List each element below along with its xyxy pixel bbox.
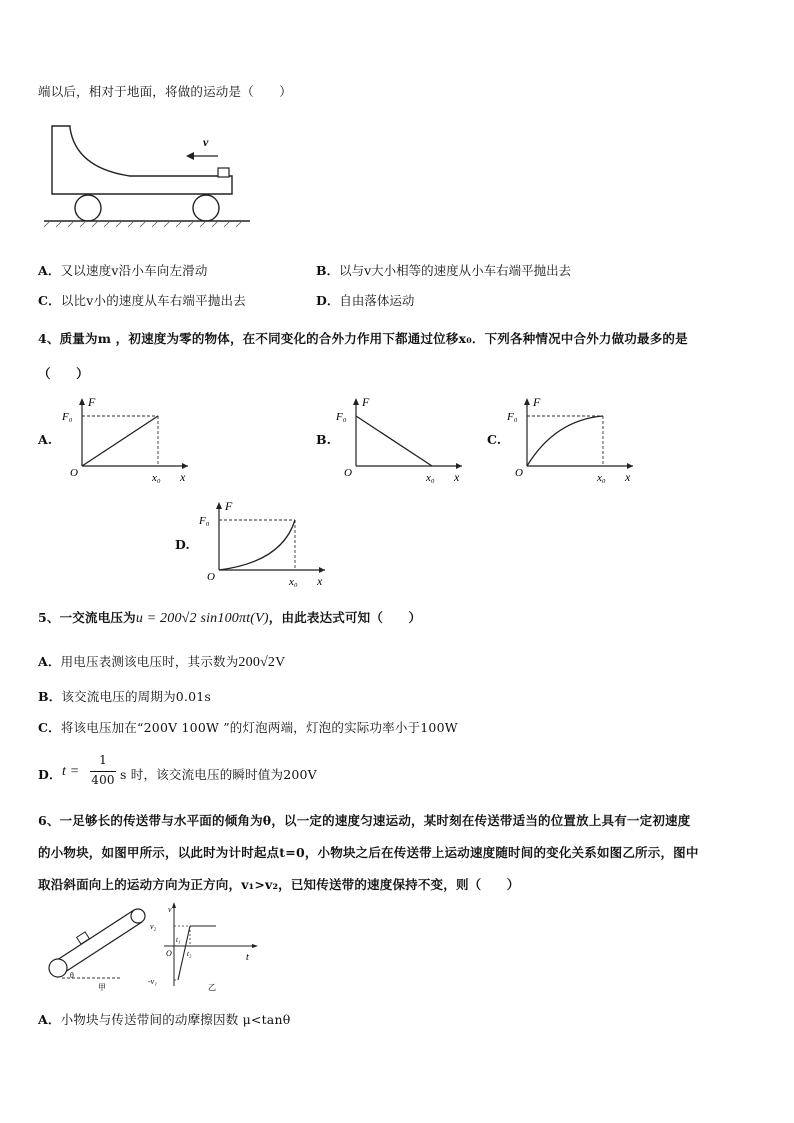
q5-option-c[interactable]: C．将该电压加在“200V 100W ”的灯泡两端，灯泡的实际功率小于100W	[38, 720, 458, 735]
q4-graph-a-label[interactable]: A.	[38, 432, 53, 447]
svg-text:F₀: F₀	[336, 411, 347, 423]
q4-graph-a[interactable]	[60, 396, 200, 486]
q6-stem-line-3: 取沿斜面向上的运动方向为正方向，v₁>v₂，已知传送带的速度保持不变，则（ ）	[38, 877, 520, 892]
svg-text:F₀: F₀	[62, 411, 73, 423]
svg-text:x: x	[180, 470, 186, 484]
svg-text:F: F	[362, 396, 370, 409]
svg-text:O: O	[344, 467, 352, 479]
svg-text:F: F	[533, 396, 541, 409]
q5-option-b[interactable]: B．该交流电压的周期为0.01s	[38, 689, 212, 704]
fraction-denominator: 400	[91, 773, 115, 787]
q3-option-d[interactable]: D．自由落体运动	[316, 293, 415, 308]
svg-text:F: F	[88, 396, 96, 409]
svg-text:t₁: t₁	[176, 936, 181, 944]
q6-stem-line-2: 的小物块，如图甲所示，以此时为计时起点t=0，小物块之后在传送带上运动速度随时间的变化关系如图乙所示，图中	[38, 845, 699, 860]
velocity-label: v	[203, 135, 209, 149]
svg-text:x: x	[454, 470, 460, 484]
svg-text:F₀: F₀	[507, 411, 518, 423]
svg-text:O: O	[207, 571, 215, 583]
q6-stem-line-1: 6、一足够长的传送带与水平面的倾角为θ，以一定的速度匀速运动，某时刻在传送带适当的位置放上具有一定初速度	[38, 813, 691, 828]
svg-text:θ: θ	[70, 971, 74, 980]
conveyor-figure	[42, 900, 152, 992]
svg-text:F: F	[225, 500, 233, 513]
q5-formula: u = 200√2 sin100πt(V)	[135, 611, 269, 626]
svg-text:x₀: x₀	[152, 472, 161, 484]
q4-graph-d-label[interactable]: D.	[175, 537, 190, 552]
cart-figure	[40, 118, 260, 228]
vt-graph-figure	[146, 900, 266, 992]
fig-jia-label: 甲	[98, 983, 106, 992]
q5-option-a[interactable]: A．用电压表测该电压时，其示数为200√2V	[38, 654, 286, 670]
svg-text:F₀: F₀	[199, 515, 210, 527]
svg-text:x₀: x₀	[597, 472, 606, 484]
q3-option-c[interactable]: C．以比v小的速度从车右端平抛出去	[38, 293, 246, 308]
svg-text:O: O	[70, 467, 78, 479]
fraction-numerator: 1	[99, 753, 107, 767]
svg-text:x₀: x₀	[289, 576, 298, 588]
q4-stem-cont: （ ）	[38, 366, 89, 381]
q4-graph-d[interactable]	[197, 500, 337, 590]
svg-text:x: x	[317, 574, 323, 588]
fig-yi-label: 乙	[208, 983, 216, 992]
q4-graph-b[interactable]	[334, 396, 474, 486]
svg-text:O: O	[515, 467, 523, 479]
svg-text:t₂: t₂	[187, 950, 192, 958]
q6-option-a[interactable]: A．小物块与传送带间的动摩擦因数 μ<tanθ	[38, 1012, 291, 1027]
svg-text:t: t	[246, 952, 249, 963]
svg-text:-v₁: -v₁	[148, 977, 157, 986]
svg-text:x₀: x₀	[426, 472, 435, 484]
q3-option-b[interactable]: B．以与v大小相等的速度从小车右端平抛出去	[316, 263, 572, 278]
svg-text:v₂: v₂	[150, 922, 157, 931]
q4-graph-c-label[interactable]: C.	[487, 432, 502, 447]
svg-text:v: v	[168, 905, 172, 914]
q3-stem-tail: 端以后，相对于地面，将做的运动是（ ）	[38, 84, 293, 99]
q5-stem: 5、一交流电压为u = 200√2 sin100πt(V)，由此表达式可知（ ）	[38, 610, 422, 626]
q3-option-a[interactable]: A．又以速度v沿小车向左滑动	[38, 263, 208, 278]
svg-text:O: O	[166, 949, 172, 958]
q4-graph-c[interactable]	[505, 396, 645, 486]
q4-graph-b-label[interactable]: B.	[316, 432, 331, 447]
fraction-bar	[90, 771, 116, 772]
q4-stem: 4、质量为m ，初速度为零的物体，在不同变化的合外力作用下都通过位移x₀．下列各种情况中合外力做功最多的是	[38, 331, 688, 346]
svg-text:x: x	[625, 470, 631, 484]
